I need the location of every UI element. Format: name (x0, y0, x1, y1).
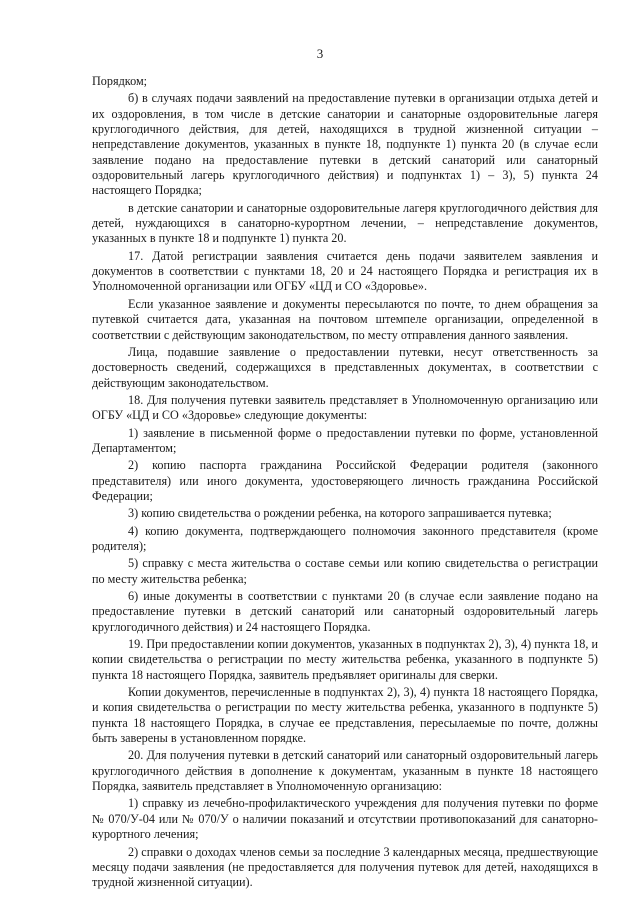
paragraph: 20. Для получения путевки в детский санаторий или санаторный оздоровительный лагерь круглогодичного действия в дополнение к документам, указанным в пункте 18 настоящего Порядка, заявитель представляет в Уполномоченную организацию: (92, 748, 598, 794)
paragraph: в детские санатории и санаторные оздоровительные лагеря круглогодичного действия для детей, нуждающихся в санаторно-курортном лечении, – непредставление документов, указанных в пункте 18 и подпункте 1) пункта 20. (92, 200, 598, 246)
paragraph: 5) справку с места жительства о составе семьи или копию свидетельства о регистрации по месту жительства ребенка; (92, 556, 598, 586)
paragraph: 2) копию паспорта гражданина Российской Федерации родителя (законного представителя) или иного документа, удостоверяющего личность гражданина Российской Федерации; (92, 458, 598, 503)
paragraph: Копии документов, перечисленные в подпунктах 2), 3), 4) пункта 18 настоящего Порядка, и копия свидетельства о регистрации по месту жительства ребенка, указанного в подпункте 5) пункта 18 настоящего Порядка, в случае ее представления, пересылаемые по почте, должны быть заверены в установленном порядке. (92, 685, 598, 746)
page-number: 3 (316, 46, 324, 61)
paragraph: 18. Для получения путевки заявитель представляет в Уполномоченную организацию или ОГБУ «ЦД и СО «Здоровье» следующие документы: (92, 392, 598, 423)
paragraph: 1) заявление в письменной форме о предоставлении путевки по форме, установленной Департаментом; (92, 425, 598, 455)
paragraph: Порядком; (92, 74, 148, 88)
paragraph: 17. Датой регистрации заявления считается день подачи заявителем заявления и документов в соответствии с пунктами 18, 20 и 24 настоящего Порядка и регистрация их в Уполномоченной организации или ОГБУ «ЦД и СО «Здоровье». (92, 248, 598, 294)
paragraph: 2) справки о доходах членов семьи за последние 3 календарных месяца, предшествующие месяцу подачи заявления (не предоставляется для получения путевок для детей, находящихся в трудной жизненной ситуации). (92, 844, 598, 890)
paragraph: 1) справку из лечебно-профилактического учреждения для получения путевки по форме № 070/У-04 или № 070/У о наличии показаний и отсутствии противопоказаний для санаторно-курортного лечения; (92, 796, 598, 842)
paragraph: б) в случаях подачи заявлений на предоставление путевки в организации отдыха детей и их оздоровления, в том числе в детские санатории и санаторные оздоровительные лагеря круглогодичного действия, для детей, находящихся в трудной жизненной ситуации – непредставление документов, указанных в пункте 18, подпункте 1) пункта 20 (в случае если заявление подано на предоставление путевки в детский санаторий или санаторный оздоровительный лагерь круглогодичного действия) и подпунктах 1) – 3), 5) пункта 24 настоящего Порядка; (92, 91, 598, 198)
paragraph: 6) иные документы в соответствии с пунктами 20 (в случае если заявление подано на предоставление путевки в детский санаторий или санаторный оздоровительный лагерь круглогодичного действия) и 24 настоящего Порядка. (92, 589, 598, 634)
paragraph: 3) копию свидетельства о рождении ребенка, на которого запрашивается путевка; (128, 506, 552, 521)
paragraph: Если указанное заявление и документы пересылаются по почте, то днем обращения за путевкой считается дата, указанная на почтовом штемпеле организации, определенной в соответствии с действующим законодательством, по месту отправления данного заявления. (92, 296, 598, 342)
paragraph: 4) копию документа, подтверждающего полномочия законного представителя (кроме родителя); (92, 523, 598, 553)
paragraph: 19. При предоставлении копии документов, указанных в подпунктах 2), 3), 4) пункта 18, и копии свидетельства о регистрации по месту жительства ребенка, указанного в подпункте 5) пункта 18 настоящего Порядка, заявитель предъявляет оригиналы для сверки. (92, 637, 598, 682)
document-body (92, 74, 598, 893)
paragraph: Лица, подавшие заявление о предоставлении путевки, несут ответственность за достоверность сведений, содержащихся в представленных документах, в соответствии с действующим законодательством. (92, 344, 598, 390)
